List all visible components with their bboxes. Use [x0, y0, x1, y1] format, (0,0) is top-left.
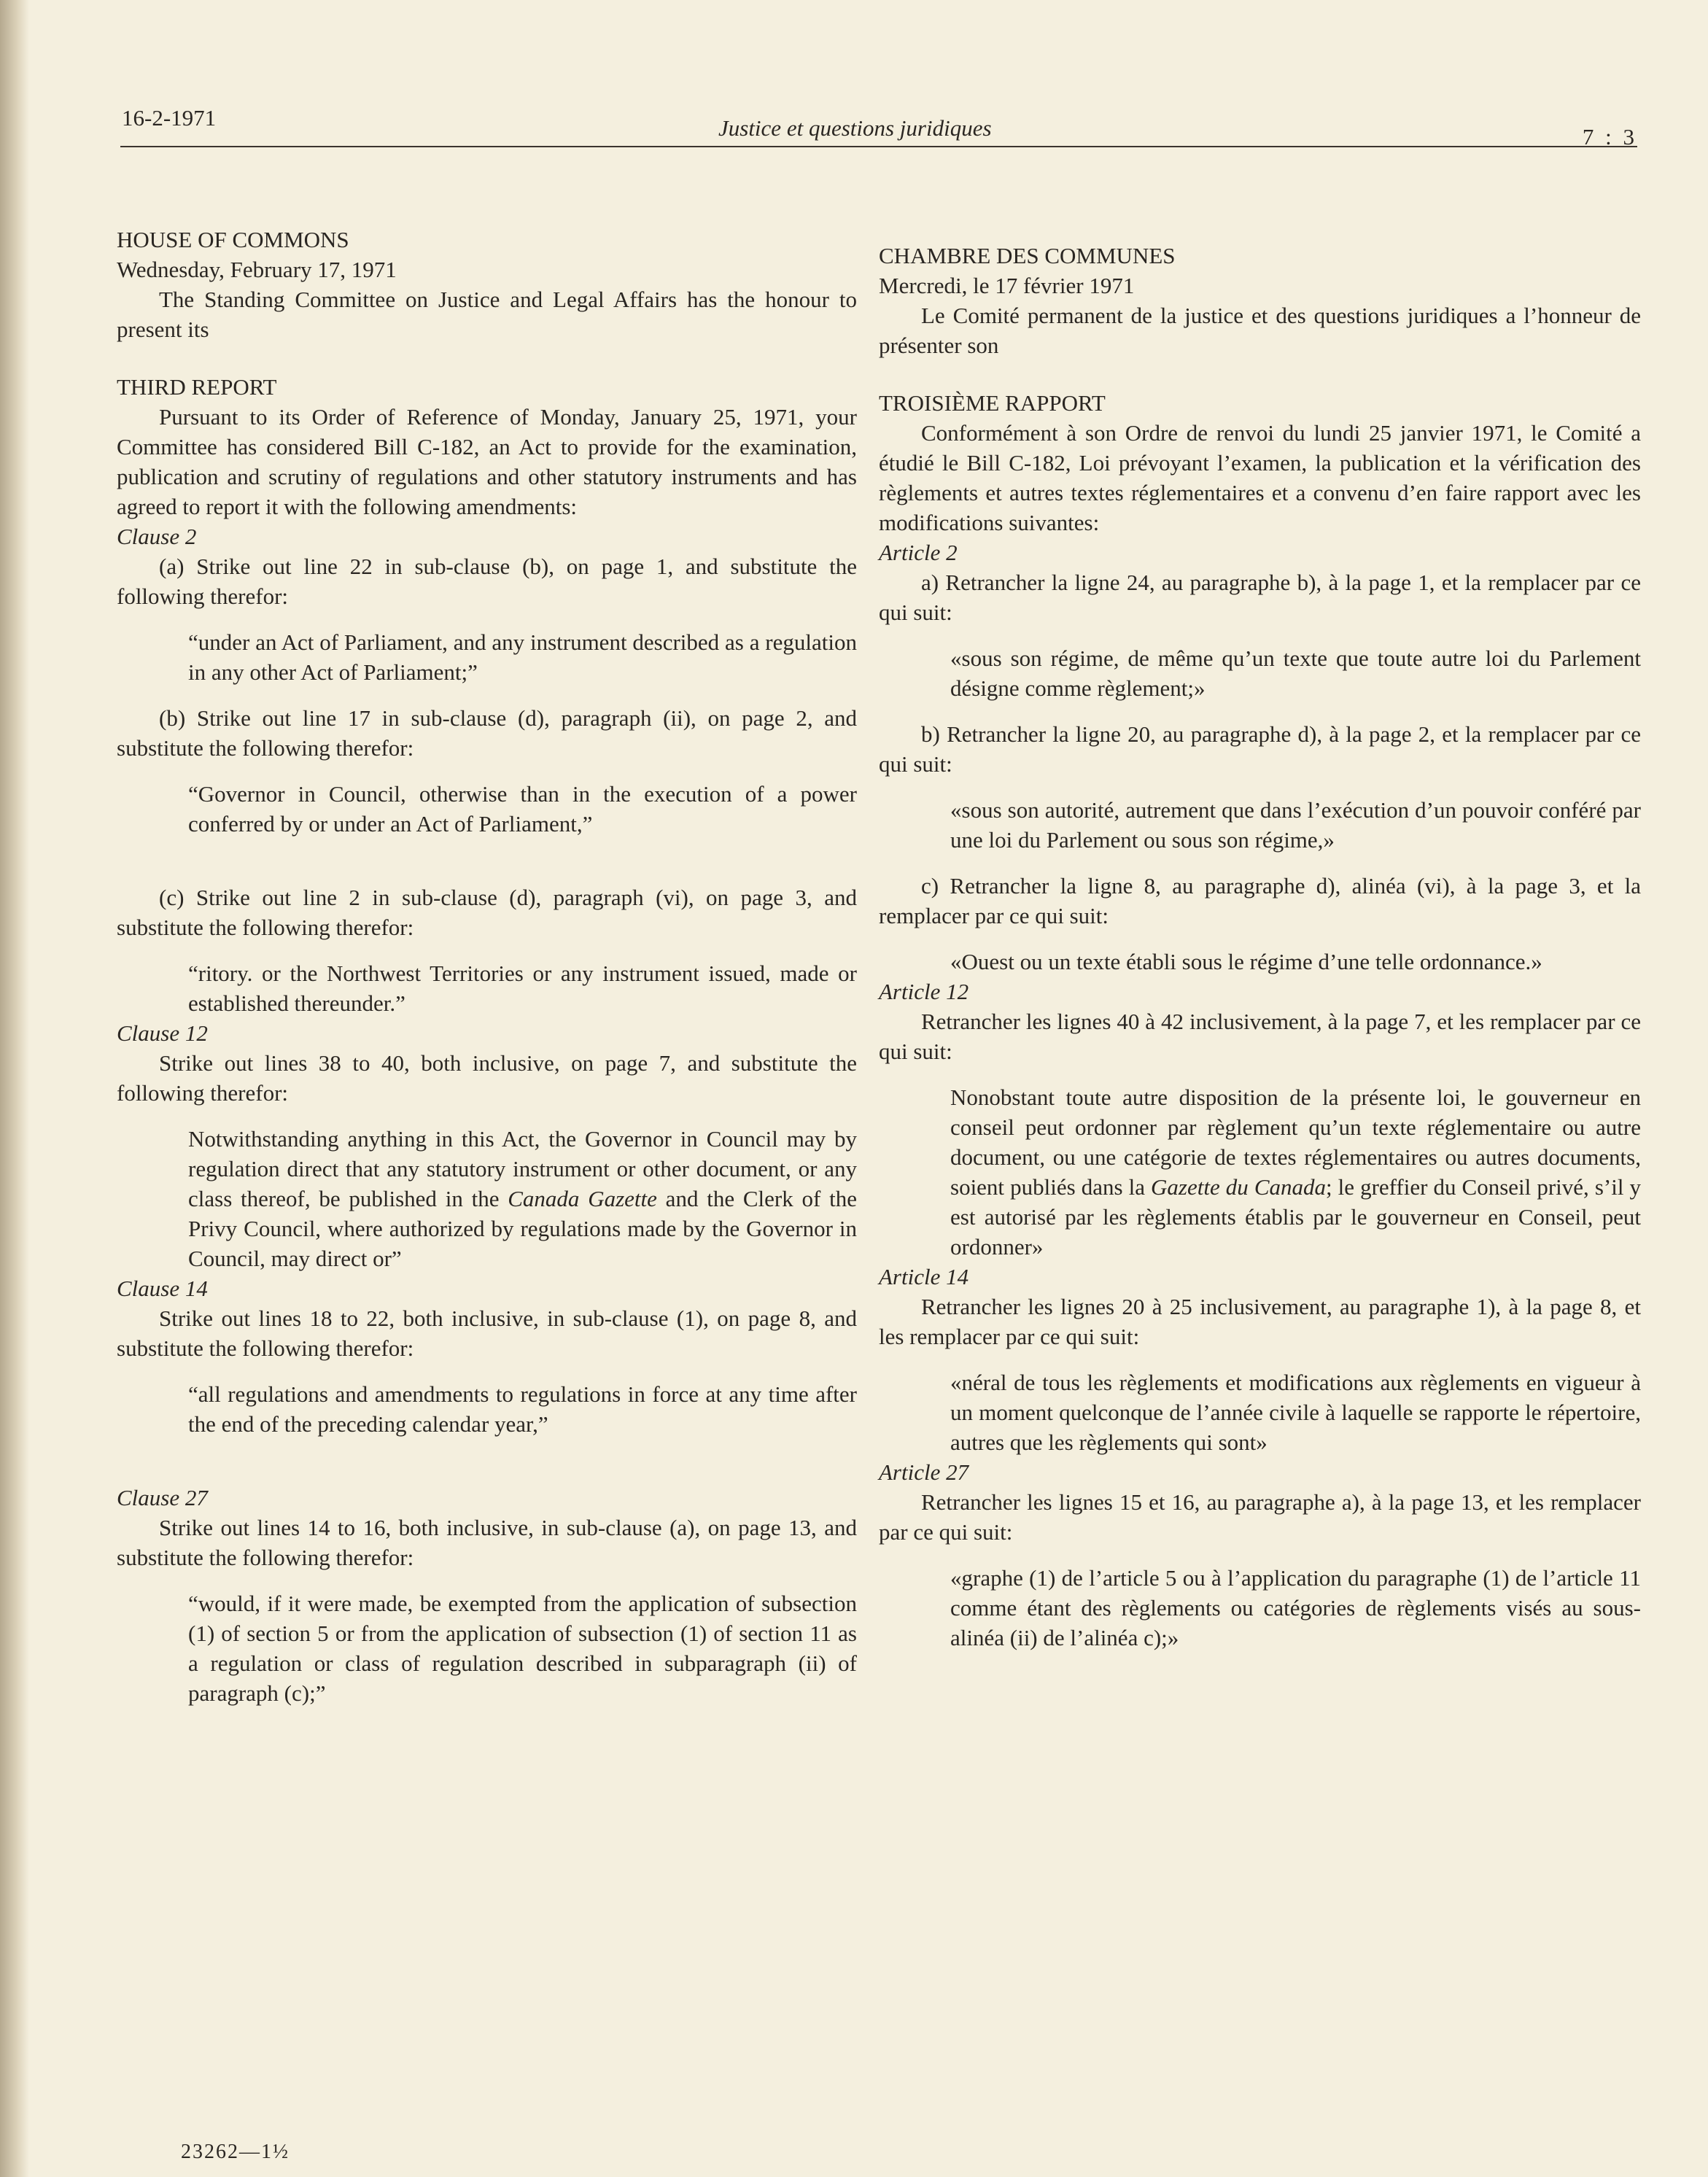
amendment-quote — [879, 1082, 1641, 1262]
clause-heading: Clause 12 — [117, 1020, 208, 1046]
amendment-paragraph: Retrancher les lignes 40 à 42 inclusivement, à la page 7, et les remplacer par ce qui suit: — [879, 1009, 1641, 1064]
pursuant-paragraph: Pursuant to its Order of Reference of Monday, January 25, 1971, your Committee has considered Bill C-182, an Act to provide for the examination, publication and scrutiny of regulations and other statutory instruments and has agreed to report it with the following amendments: — [117, 404, 857, 519]
intro-paragraph: The Standing Committee on Justice and Legal Affairs has the honour to present its — [117, 287, 857, 342]
quote-text: and the Clerk of the Privy Council, where authorized by regulations made by the Governor in Council, may direct or” — [188, 1186, 857, 1271]
header-page-number: 7 : 3 — [1582, 124, 1637, 150]
book-spine-shadow — [0, 0, 29, 2177]
amendment-paragraph: (b) Strike out line 17 in sub-clause (d), paragraph (ii), on page 2, and substitute the following therefor: — [117, 705, 857, 761]
amendment-paragraph: b) Retrancher la ligne 20, au paragraphe d), à la page 2, et la remplacer par ce qui suit: — [879, 721, 1641, 777]
amendment-paragraph: Strike out lines 38 to 40, both inclusive, on page 7, and substitute the following therefor: — [117, 1050, 857, 1106]
amendment-quote: «sous son régime, de même qu’un texte que toute autre loi du Parlement désigne comme règlement;» — [950, 645, 1641, 701]
amendment-quote: «Ouest ou un texte établi sous le régime d’une telle ordonnance.» — [950, 949, 1542, 974]
amendment-quote: «néral de tous les règlements et modifications aux règlements en vigueur à un moment quelconque de l’année civile à laquelle se rapporte le répertoire, autres que les règlements qui sont» — [950, 1370, 1641, 1455]
amendment-quote: “would, if it were made, be exempted from the application of subsection (1) of section 5 or from the application of subsection (1) of section 11 as a regulation or class of regulation described in subparagraph (ii) of paragraph (c);” — [188, 1591, 857, 1706]
amendment-paragraph: c) Retrancher la ligne 8, au paragraphe d), alinéa (vi), à la page 3, et la remplacer par ce qui suit: — [879, 873, 1641, 928]
article-heading: Article 12 — [879, 979, 969, 1004]
amendment-paragraph: Strike out lines 18 to 22, both inclusive, in sub-clause (1), on page 8, and substitute the following therefor: — [117, 1305, 857, 1361]
amendment-quote: “all regulations and amendments to regulations in force at any time after the end of the preceding calendar year,” — [188, 1381, 857, 1437]
quote-text: Nonobstant toute autre disposition de la présente loi, le gouverneur en conseil peut ordonner par règlement qu’un texte réglementaire ou autre document, ou une catégorie de textes réglementaires ou autres documents, soient publiés dans la — [950, 1084, 1641, 1200]
article-heading: Article 27 — [879, 1459, 969, 1485]
gazette-title: Gazette du Canada — [1151, 1174, 1326, 1200]
house-heading: CHAMBRE DES COMMUNES — [879, 243, 1176, 268]
intro-paragraph: Le Comité permanent de la justice et des questions juridiques a l’honneur de présenter son — [879, 303, 1641, 358]
house-heading: HOUSE OF COMMONS — [117, 227, 349, 252]
report-title: THIRD REPORT — [117, 374, 277, 400]
report-date: Mercredi, le 17 février 1971 — [879, 273, 1135, 298]
print-code: 23262—1½ — [181, 2141, 290, 2163]
article-heading: Article 14 — [879, 1264, 969, 1289]
quote-text: Notwithstanding anything in this Act, the Governor in Council may by regulation direct that any statutory instrument or other document, or any class thereof, be published in the — [188, 1126, 857, 1211]
quote-text: ; le greffier du Conseil privé, s’il y est autorisé par les règlements établis par le gouverneur en Conseil, peut ordonner» — [950, 1174, 1642, 1260]
amendment-paragraph: (a) Strike out line 22 in sub-clause (b), on page 1, and substitute the following therefor: — [117, 554, 857, 609]
clause-heading: Clause 27 — [117, 1485, 208, 1510]
clause-heading: Clause 2 — [117, 524, 197, 549]
amendment-paragraph: Retrancher les lignes 15 et 16, au paragraphe a), à la page 13, et les remplacer par ce qui suit: — [879, 1489, 1641, 1545]
report-date: Wednesday, February 17, 1971 — [117, 257, 397, 282]
amendment-quote: «sous son autorité, autrement que dans l’exécution d’un pouvoir conféré par une loi du Parlement ou sous son régime,» — [950, 797, 1641, 853]
amendment-quote: «graphe (1) de l’article 5 ou à l’application du paragraphe (1) de l’article 11 comme étant des règlements ou catégories de règlements visés au sous-alinéa (ii) de l’alinéa c);» — [950, 1565, 1641, 1650]
amendment-quote: “under an Act of Parliament, and any instrument described as a regulation in any other Act of Parliament;” — [188, 629, 857, 685]
amendment-quote — [117, 1124, 857, 1273]
french-column — [879, 241, 1641, 1653]
report-title: TROISIÈME RAPPORT — [879, 390, 1106, 416]
pursuant-paragraph: Conformément à son Ordre de renvoi du lundi 25 janvier 1971, le Comité a étudié le Bill C-182, Loi prévoyant l’examen, la publication et la vérification des règlements et autres textes réglementaires et a convenu d’en faire rapport avec les modifications suivantes: — [879, 420, 1641, 535]
header-date: 16-2-1971 — [122, 105, 217, 131]
amendment-paragraph: Retrancher les lignes 20 à 25 inclusivement, au paragraphe 1), à la page 8, et les remplacer par ce qui suit: — [879, 1294, 1641, 1349]
header-title: Justice et questions juridiques — [718, 115, 992, 141]
running-header — [120, 101, 1637, 150]
amendment-paragraph: Strike out lines 14 to 16, both inclusive, in sub-clause (a), on page 13, and substitute the following therefor: — [117, 1515, 857, 1570]
amendment-paragraph: (c) Strike out line 2 in sub-clause (d), paragraph (vi), on page 3, and substitute the following therefor: — [117, 885, 857, 940]
amendment-quote: “Governor in Council, otherwise than in the execution of a power conferred by or under an Act of Parliament,” — [188, 781, 857, 837]
english-column — [117, 225, 857, 1708]
gazette-title: Canada Gazette — [508, 1186, 657, 1211]
amendment-paragraph: a) Retrancher la ligne 24, au paragraphe b), à la page 1, et la remplacer par ce qui suit: — [879, 570, 1641, 625]
amendment-quote: “ritory. or the Northwest Territories or any instrument issued, made or established thereunder.” — [188, 961, 857, 1016]
clause-heading: Clause 14 — [117, 1276, 208, 1301]
article-heading: Article 2 — [879, 540, 958, 565]
